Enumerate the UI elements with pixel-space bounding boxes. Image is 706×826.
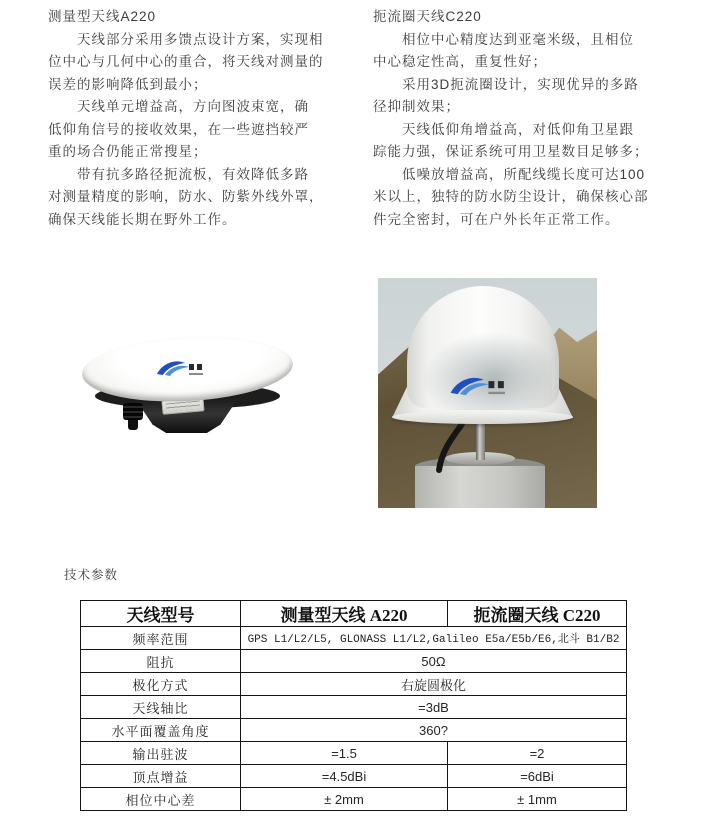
row-value-c220: =2 — [448, 742, 627, 765]
row-label: 相位中心差 — [81, 788, 241, 811]
article-line: 对测量精度的影响，防水、防紫外线外罩， — [48, 189, 324, 204]
row-value-a220: =1.5 — [241, 742, 448, 765]
antenna-connector — [123, 403, 143, 420]
article-a220 — [48, 6, 353, 231]
article-line: 低仰角信号的接收效果，在一些遮挡较严 — [48, 121, 309, 137]
row-label: 顶点增益 — [81, 765, 241, 788]
article-line: 天线部分采用多馈点设计方案，实现相 — [48, 31, 324, 47]
article-line: 位中心与几何中心的重合，将天线对测量的 — [48, 54, 324, 69]
article-line: 确保天线能长期在野外工作。 — [48, 211, 237, 227]
row-value-a220: ± 2mm — [241, 788, 448, 811]
article-a220-title: 测量型天线A220 — [48, 9, 157, 24]
article-line: 踪能力强，保证系统可用卫星数目足够多； — [373, 144, 649, 159]
article-c220-title: 扼流圈天线C220 — [373, 9, 482, 24]
article-c220-body — [373, 29, 693, 232]
article-line: 相位中心精度达到亚毫米级，且相位 — [373, 31, 634, 47]
row-value-c220: ± 1mm — [448, 788, 627, 811]
table-row — [81, 719, 627, 742]
article-line: 天线低仰角增益高，对低仰角卫星跟 — [373, 121, 634, 137]
article-a220-body — [48, 29, 353, 232]
table-row — [81, 742, 627, 765]
table-header-row — [81, 601, 627, 627]
article-line: 采用3D扼流圈设计，实现优异的多路 — [373, 76, 639, 92]
article-line: 件完全密封，可在户外长年正常工作。 — [373, 211, 620, 227]
article-line: 低噪放增益高，所配线缆长度可达100 — [373, 166, 646, 182]
col-header-model: 天线型号 — [81, 601, 241, 627]
row-label: 极化方式 — [81, 673, 241, 696]
tech-params-heading: 技术参数 — [64, 568, 119, 582]
col-header-c220: 扼流圈天线 C220 — [448, 601, 627, 627]
brand-logo-icon — [153, 358, 209, 380]
product-photo-a220 — [60, 325, 310, 450]
antenna-connector-stub — [128, 420, 138, 430]
article-line: 中心稳定性高，重复性好； — [373, 54, 547, 69]
row-label: 输出驻波 — [81, 742, 241, 765]
table-row — [81, 788, 627, 811]
row-value-a220: =4.5dBi — [241, 765, 448, 788]
row-label: 频率范围 — [81, 627, 241, 650]
table-row — [81, 765, 627, 788]
table-row — [81, 650, 627, 673]
radome-rim — [392, 410, 573, 424]
product-photo-c220 — [378, 278, 597, 508]
article-line: 误差的影响降低到最小； — [48, 76, 208, 92]
row-value-span: =3dB — [241, 696, 627, 719]
row-label: 水平面覆盖角度 — [81, 719, 241, 742]
spec-table-body — [81, 627, 627, 811]
spec-table — [80, 600, 627, 811]
article-line: 带有抗多路径扼流板，有效降低多路 — [48, 166, 309, 182]
table-row — [81, 673, 627, 696]
brand-logo-icon — [440, 374, 518, 400]
row-value-span: 360? — [241, 719, 627, 742]
article-line: 天线单元增益高，方向图波束宽，确 — [48, 99, 309, 114]
article-line: 米以上，独特的防水防尘设计，确保核心部 — [373, 189, 649, 204]
row-value-c220: =6dBi — [448, 765, 627, 788]
table-row — [81, 627, 627, 650]
article-c220 — [373, 6, 693, 231]
article-line: 重的场合仍能正常搜星； — [48, 144, 208, 159]
row-value-span: 右旋圆极化 — [241, 673, 627, 696]
table-row — [81, 696, 627, 719]
row-label: 阻抗 — [81, 650, 241, 673]
col-header-a220: 测量型天线 A220 — [241, 601, 448, 627]
row-value-span: 50Ω — [241, 650, 627, 673]
row-value-span: GPS L1/L2/L5, GLONASS L1/L2,Galileo E5a/E5b/E6,北斗 B1/B2 — [241, 627, 627, 650]
article-line: 径抑制效果； — [373, 99, 460, 114]
row-label: 天线轴比 — [81, 696, 241, 719]
